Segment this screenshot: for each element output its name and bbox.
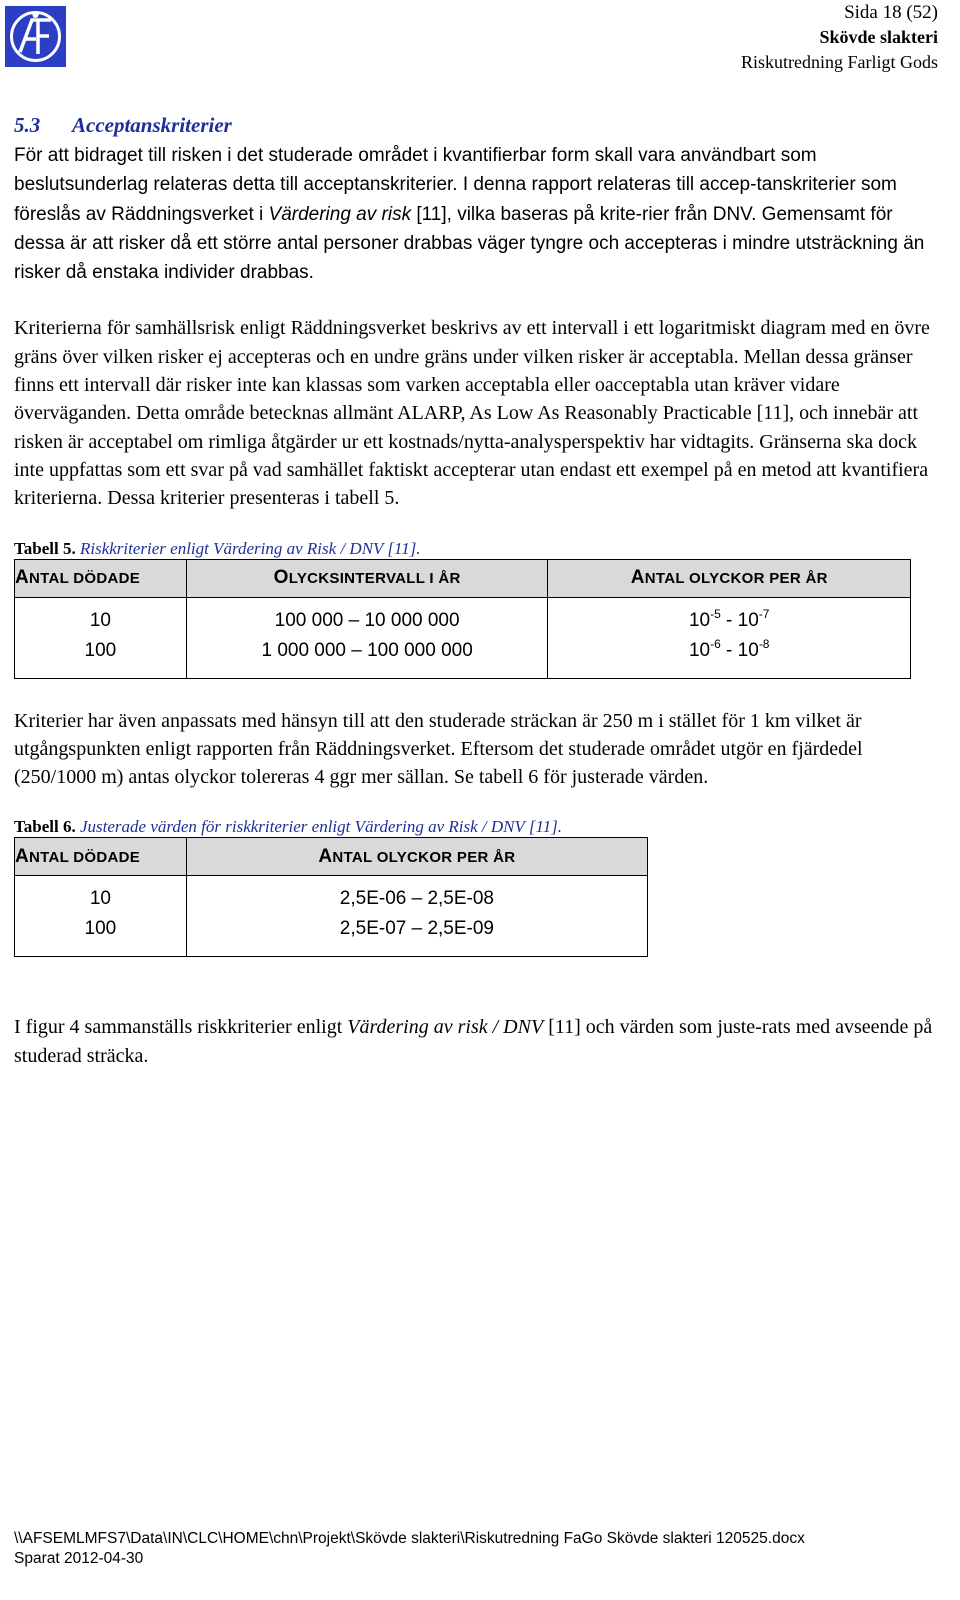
page-header: [741, 0, 938, 75]
header-deaths: ANTAL DÖDADE: [15, 559, 187, 597]
table6-caption-text: Justerade värden för riskkriterier enligt Värdering av Risk / DNV [11].: [75, 817, 563, 837]
table6-caption: [14, 817, 944, 837]
company-name: Skövde slakteri: [819, 27, 938, 47]
para1-text-c: Gemensamt för dessa är att risker då ett större antal personer drabbas väger tyngre och accepteras i mindre utsträckning än risker då enstaka individer drabbas.: [14, 203, 925, 284]
table5-label: Tabell 5.: [14, 538, 76, 558]
table5-caption: [14, 539, 944, 559]
para4-ref: Värdering av risk / DNV: [347, 1016, 544, 1039]
para1-text-a: För att bidraget till risken i det studerade området i kvantifierbar form skall vara användbart som beslutsunderlag relateras detta till acceptanskriterier. I denna rapport relateras till accep-tanskriterier som föreslås av Räddningsverket i: [14, 145, 897, 225]
cell-deaths: 100: [15, 638, 187, 679]
table-row: [15, 597, 911, 638]
table-row: [15, 638, 911, 679]
cell-frequency: 2,5E-07 – 2,5E-09: [186, 916, 647, 957]
table-row: [15, 876, 648, 917]
paragraph-acceptance-intro: [14, 141, 944, 287]
cell-frequency: $10^{-5} - 10^{-7}$: [548, 597, 911, 638]
header-accident-interval: OLYCKSINTERVALL I ÅR: [186, 559, 548, 597]
table5-caption-text: Riskkriterier enligt Värdering av Risk / DNV [11].: [75, 538, 421, 558]
cell-deaths: 10: [15, 876, 187, 917]
section-title: Acceptanskriterier: [72, 113, 232, 137]
page-footer: [14, 1529, 805, 1569]
para1-text-b: [11], vilka baseras på krite-rier från DNV.: [411, 203, 762, 225]
section-number: 5.3: [14, 113, 41, 137]
paragraph-societal-risk: Kriterierna för samhällsrisk enligt Räddningsverket beskrivs av ett intervall i ett logaritmiskt diagram med en övre gräns över vilken risker ej accepteras och en undre gräns under vilken risker är acceptabla. Mellan dessa gränser finns ett intervall där risker inte kan klassas som varken acceptabla eller oacceptabla utan kräver vidare överväganden. Detta område betecknas allmänt ALARP, As Low As Reasonably Practicable [11], och innebär att risken är acceptabel om rimliga åtgärder ur ett kostnads/nytta-analysperspektiv har vidtagits. Gränserna ska dock inte uppfattas som ett svar på vad samhället faktiskt accepterar utan endast ett exempel på en metod att kvantifiera kriterierna. Dessa kriterier presenteras i tabell 5.: [14, 317, 930, 510]
para4-text-a: I figur 4 sammanställs riskkriterier enligt: [14, 1016, 348, 1039]
cell-interval: 1 000 000 – 100 000 000: [186, 638, 548, 679]
saved-date: Sparat 2012-04-30: [14, 1550, 144, 1567]
para1-ref-title: Värdering av risk: [268, 203, 412, 225]
af-logo: [5, 6, 66, 67]
cell-interval: 100 000 – 10 000 000: [186, 597, 548, 638]
page-number: Sida 18 (52): [844, 2, 938, 23]
header-accidents-per-year: ANTAL OLYCKOR PER ÅR: [186, 838, 647, 876]
table-row: [15, 916, 648, 957]
risk-criteria-table: [14, 559, 911, 679]
document-title: Riskutredning Farligt Gods: [741, 52, 938, 72]
file-path: \\AFSEMLMFS7\Data\IN\CLC\HOME\chn\Projekt\Skövde slakteri\Riskutredning FaGo Skövde slakteri 120525.docx: [14, 1530, 805, 1547]
header-accidents-per-year: ANTAL OLYCKOR PER ÅR: [548, 559, 911, 597]
paragraph-figure-reference: [14, 1013, 944, 1070]
header-deaths: ANTAL DÖDADE: [15, 838, 187, 876]
adjusted-criteria-table: [14, 837, 648, 957]
table6-label: Tabell 6.: [14, 817, 76, 837]
paragraph-adjusted-criteria: Kriterier har även anpassats med hänsyn till att den studerade sträckan är 250 m i stället för 1 km vilket är utgångspunkten enligt rapporten från Räddningsverket. Eftersom det studerade området utgör en fjärdedel (250/1000 m) antas olyckor tolereras 4 ggr mer sällan. Se tabell 6 för justerade värden.: [14, 709, 863, 789]
cell-frequency: $10^{-6} - 10^{-8}$: [548, 638, 911, 679]
cell-frequency: 2,5E-06 – 2,5E-08: [186, 876, 647, 917]
page-content: [14, 112, 944, 1070]
cell-deaths: 100: [15, 916, 187, 957]
cell-deaths: 10: [15, 597, 187, 638]
section-heading: [14, 112, 944, 139]
para4-text-b: [11] och värden som juste-rats med avseende på studerad sträcka.: [14, 1016, 933, 1067]
